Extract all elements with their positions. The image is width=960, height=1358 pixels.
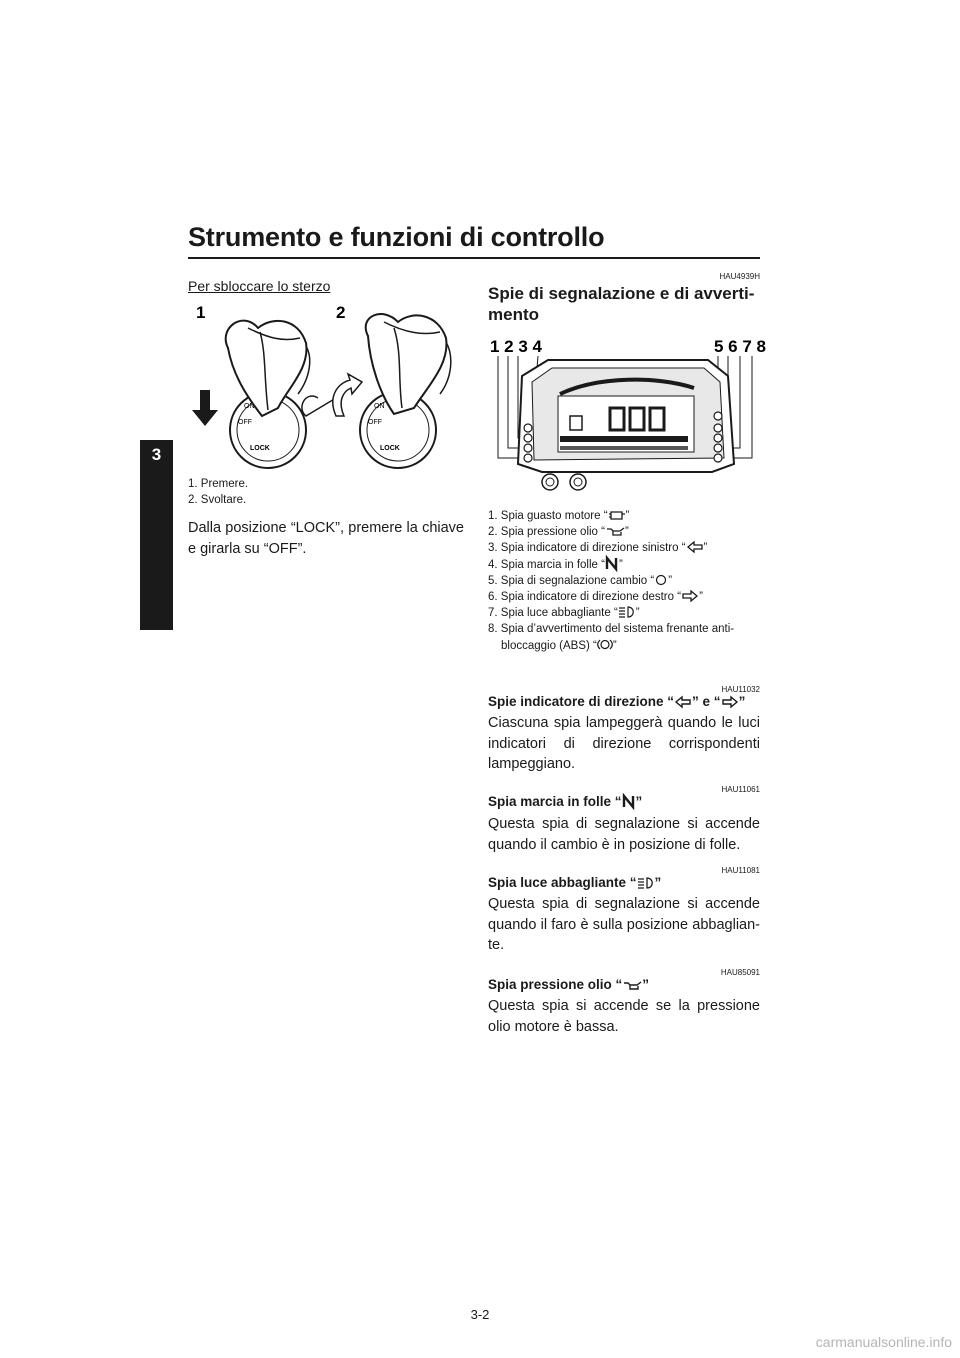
ignition-switch-2: [360, 314, 451, 468]
oil-code: HAU85091: [720, 968, 760, 977]
page-title: Strumento e funzioni di controllo: [188, 222, 605, 252]
oil-heading: Spia pressione olio “ ”: [488, 977, 650, 992]
turn-heading: Spie indicatore di direzione “ ” e “ ”: [488, 694, 746, 709]
chapter-number: 3: [151, 445, 162, 464]
legend-item: 6. Spia indicatore di direzione destro “ ”: [488, 591, 703, 604]
legend-item: 1. Spia guasto motore “ ”: [488, 510, 630, 522]
turn-code: HAU11032: [721, 685, 760, 694]
right-arrow-icon: [721, 696, 739, 708]
unlock-instructions: Dalla posizione “LOCK”, premere la chiave e girarla su “OFF”.: [188, 520, 464, 557]
right-arrow-icon: [681, 590, 699, 602]
svg-text:ON: ON: [244, 403, 255, 410]
left-arrow-icon: [674, 696, 692, 708]
svg-text:OFF: OFF: [238, 419, 252, 426]
reset-button-icon: [570, 474, 586, 490]
legend-item: 7. Spia luce abbagliante “ ”: [488, 607, 640, 620]
figure-label-1: 1: [196, 303, 206, 322]
oil-can-icon: [622, 979, 642, 991]
highbeam-heading: Spia luce abbagliante “ ”: [488, 875, 662, 890]
lock-text-2: LOCK: [380, 445, 400, 452]
abs-icon: [597, 638, 613, 651]
svg-text:OFF: OFF: [368, 419, 382, 426]
legend-item: 2. Spia pressione olio “ ”: [488, 526, 629, 539]
neutral-body: Questa spia di segnalazione si accende quando il cambio è in posizione di folle.: [488, 816, 760, 853]
circle-icon: [654, 574, 668, 586]
indicator-legend: [488, 508, 760, 654]
neutral-heading: Spia marcia in folle “ ”: [488, 794, 643, 809]
ignition-switch-1: [226, 321, 336, 468]
push-arrow-icon: [192, 390, 218, 426]
title-rule: [188, 257, 760, 259]
figure-captions: [188, 476, 248, 508]
watermark: carmanualsonline.info: [815, 1334, 952, 1350]
callout-labels-left: 1 2 3 4: [490, 337, 542, 356]
lcd-display: [558, 396, 694, 452]
callout-labels-right: 5 6 7 8: [714, 337, 766, 356]
oil-body: Questa spia si accende se la pressione olio motore è bassa.: [488, 998, 760, 1035]
neutral-code: HAU11061: [721, 785, 760, 794]
lock-text-1: LOCK: [250, 445, 270, 452]
legend-item: 8. Spia d’avvertimento del sistema frenante anti-bloccaggio (ABS) “ ”: [488, 623, 735, 652]
legend-item: 4. Spia marcia in folle “ ”: [488, 558, 623, 571]
legend-item: 5. Spia di segnalazione cambio “ ”: [488, 574, 673, 587]
high-beam-icon: [637, 877, 655, 889]
oil-can-icon: [605, 525, 625, 537]
section-title: Spie di segnalazione e di avverti-mento: [488, 284, 755, 324]
key-unlock-figure: [188, 298, 464, 468]
left-arrow-icon: [686, 541, 704, 553]
subheading-unlock-steering: Per sbloccare lo sterzo: [188, 278, 331, 294]
caption-item: 1. Premere.: [188, 478, 249, 490]
turn-body: Ciascuna spia lampeggerà quando le luci indicatori di direzione corrispondenti lampeggiano.: [488, 715, 760, 772]
highbeam-code: HAU11081: [721, 866, 760, 875]
engine-icon: [608, 509, 626, 521]
svg-text:ON: ON: [374, 403, 385, 410]
caption-item: 2. Svoltare.: [188, 494, 247, 506]
highbeam-body: Questa spia di segnalazione si accende quando il faro è sulla posizione abbaglian-te.: [488, 896, 760, 953]
chapter-tab: [140, 440, 173, 630]
neutral-icon: [605, 557, 619, 570]
figure-label-2: 2: [336, 303, 346, 322]
page-number: 3-2: [470, 1307, 490, 1322]
section-code: HAU4939H: [719, 272, 760, 281]
high-beam-icon: [618, 606, 636, 618]
neutral-icon: [622, 795, 636, 808]
legend-item: 3. Spia indicatore di direzione sinistro “ ”: [488, 542, 708, 555]
turn-arrow-icon: [333, 374, 362, 416]
select-button-icon: [542, 474, 558, 490]
instrument-panel-figure: [488, 336, 766, 500]
